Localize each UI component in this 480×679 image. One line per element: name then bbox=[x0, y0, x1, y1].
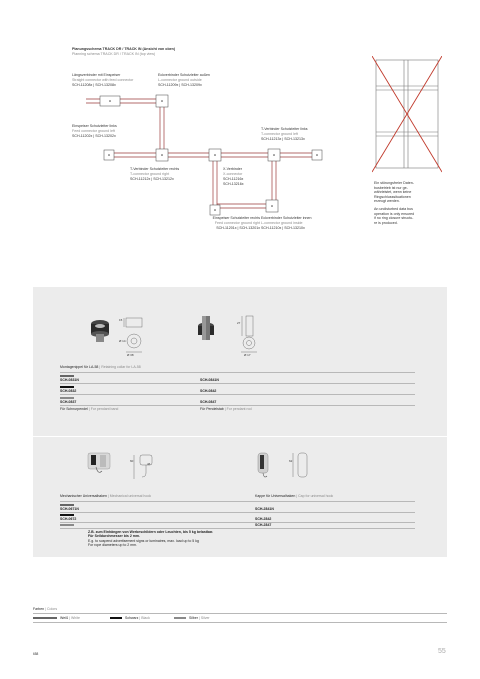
label-t-right-en: T-connector ground right bbox=[130, 172, 170, 176]
retaining-collar-images bbox=[80, 312, 270, 362]
hook-photo-icon bbox=[88, 453, 110, 472]
hook-row-black: SCH-0672 bbox=[60, 513, 77, 522]
cap-row-silver: SCH-2847 bbox=[255, 523, 272, 527]
label-t-left-code: SCH-11213x | SCH-13213x bbox=[261, 137, 305, 141]
cap-title: Kappe für Universalhaken | Cap for universal hook bbox=[255, 494, 334, 498]
collar-drawing-icon bbox=[124, 318, 142, 352]
universal-hook-images bbox=[82, 449, 322, 494]
label-t-right-code: SCH-11212x | SCH-13212x bbox=[130, 177, 174, 181]
label-feed-right-en: Feed connector ground right bbox=[214, 221, 260, 225]
label-x-connector-code2: SCH-13216x bbox=[223, 182, 244, 186]
label-x-connector-code: SCH-11216x bbox=[223, 177, 244, 181]
label-t-left-en: T-connector ground left bbox=[261, 132, 298, 136]
label-l-connector-outside: Eckverbinder Schutzleiter außen bbox=[158, 73, 210, 77]
plan-title: Planungsschema TRACK DR / TRACK IN (Ansicht von oben) bbox=[72, 47, 176, 51]
label-l-connector-inside-en: L-connector ground inside bbox=[261, 221, 303, 225]
collar-row-white: SCH-0831N bbox=[60, 374, 79, 383]
dim-46: 46 bbox=[147, 462, 151, 466]
collar-row-silver-right: SCH-0847 bbox=[200, 400, 217, 404]
divider bbox=[60, 372, 415, 373]
hook-drawing-icon bbox=[134, 455, 152, 479]
hook-title: Mechanischer Universalhaken | Mechanical universal hook bbox=[60, 494, 152, 498]
collar-rod-photo-icon bbox=[198, 316, 214, 340]
divider bbox=[60, 522, 415, 523]
cross-out-icon bbox=[372, 56, 442, 172]
collar-foot-left: Für Schnurpendel | For pendant band bbox=[60, 407, 119, 411]
cap-row-white: SCH-2841N bbox=[255, 507, 274, 511]
collar-row-white-right: SCH-0841N bbox=[200, 378, 219, 382]
divider bbox=[60, 383, 415, 384]
label-t-right: T-Verbinder Schutzleiter rechts bbox=[130, 167, 180, 171]
collar-row-silver: SCH-0837 bbox=[60, 396, 77, 405]
label-straight-connector: Längsverbinder mit Einspeiser bbox=[72, 73, 121, 77]
cap-drawing-icon bbox=[293, 453, 307, 477]
label-straight-connector-code: SCH-11208x | SCH-13208x bbox=[72, 83, 116, 87]
divider bbox=[33, 622, 447, 623]
dim-38: Ø 38 bbox=[127, 353, 134, 357]
dim-15: 15 bbox=[119, 318, 123, 322]
collar-rod-drawing-icon bbox=[241, 316, 257, 352]
cap-photo-icon bbox=[258, 453, 268, 477]
track-schema-diagram bbox=[60, 85, 370, 225]
ring-note: Ein störungsfreier Daten- busbetrieb ist nur ge- währleistet, wenn keine Ringschlusssituationen erzeugt werden. An undisturbed data bus operation is only ensured if no ring closure structu- re is produced. bbox=[374, 181, 415, 225]
label-l-connector-outside-code: SCH-11209x | SCH-13209x bbox=[158, 83, 202, 87]
divider bbox=[33, 613, 447, 614]
hook-row-silver bbox=[60, 523, 77, 527]
label-l-connector-outside-en: L-connector ground outside bbox=[158, 78, 202, 82]
dim-27: 27 bbox=[237, 321, 241, 325]
page-number: 55 bbox=[438, 648, 446, 655]
color-silver: Silber | Silver bbox=[174, 616, 210, 620]
dim-62: 62 bbox=[289, 459, 293, 463]
label-x-connector: X-Verbinder bbox=[223, 167, 242, 171]
label-feed-left-en: Feed connector ground left bbox=[72, 129, 115, 133]
divider bbox=[60, 405, 415, 406]
dim-60: 60 bbox=[130, 459, 134, 463]
collar-foot-right: Für Pendelstab | For pendant rod bbox=[200, 407, 252, 411]
label-feed-left: Einspeiser Schutzleiter links bbox=[72, 124, 117, 128]
label-x-connector-en: X-connector bbox=[223, 172, 243, 176]
ring-closure-example bbox=[372, 56, 442, 176]
cap-row-black: SCH-2842 bbox=[255, 517, 272, 521]
collar-row-black-right: SCH-0842 bbox=[200, 389, 217, 393]
label-feed-left-code: SCH-11202x | SCH-13202x bbox=[72, 134, 116, 138]
label-straight-connector-en: Straight connector with feed connector bbox=[72, 78, 134, 82]
folio-left: 658 bbox=[33, 652, 39, 656]
plan-title-en: Planning schema TRACK DR / TRACK IN (top view) bbox=[72, 52, 156, 56]
label-l-connector-inside: Eckverbinder Schutzleiter innen bbox=[261, 216, 312, 220]
color-black: Schwarz | Black bbox=[110, 616, 150, 620]
collar-title: Montagenippel für LA-58 | Retaining collar for LA-58 bbox=[60, 365, 141, 369]
label-feed-right-code: SCH-11201x | SCH-13201x bbox=[216, 226, 260, 230]
hook-row-white: SCH-0671N bbox=[60, 503, 79, 512]
dim-17: Ø 17 bbox=[244, 353, 251, 357]
divider bbox=[60, 501, 415, 502]
divider bbox=[60, 528, 415, 529]
divider bbox=[60, 512, 415, 513]
hook-note: Z.B. zum Einhängen von Werbeschildern oder Leuchten, bis 5 kg belastbar. Für Seildurchmesser bis 2 mm. E.g. to suspend advertisement signs or luminaires, max. load up to 5 kg For rope diameters up to 2 mm. bbox=[88, 530, 214, 548]
collar-row-black: SCH-0832 bbox=[60, 385, 77, 394]
label-t-left: T-Verbinder Schutzleiter links bbox=[261, 127, 308, 131]
colors-title: Farben | Colors bbox=[33, 607, 58, 611]
dim-14: Ø 14 bbox=[119, 339, 126, 343]
color-white: Weiß | White bbox=[33, 616, 80, 620]
label-feed-right: Einspeiser Schutzleiter rechts bbox=[212, 216, 260, 220]
divider bbox=[60, 394, 415, 395]
label-l-connector-inside-code: SCH-11210x | SCH-13210x bbox=[261, 226, 305, 230]
collar-photo-icon bbox=[91, 320, 109, 342]
